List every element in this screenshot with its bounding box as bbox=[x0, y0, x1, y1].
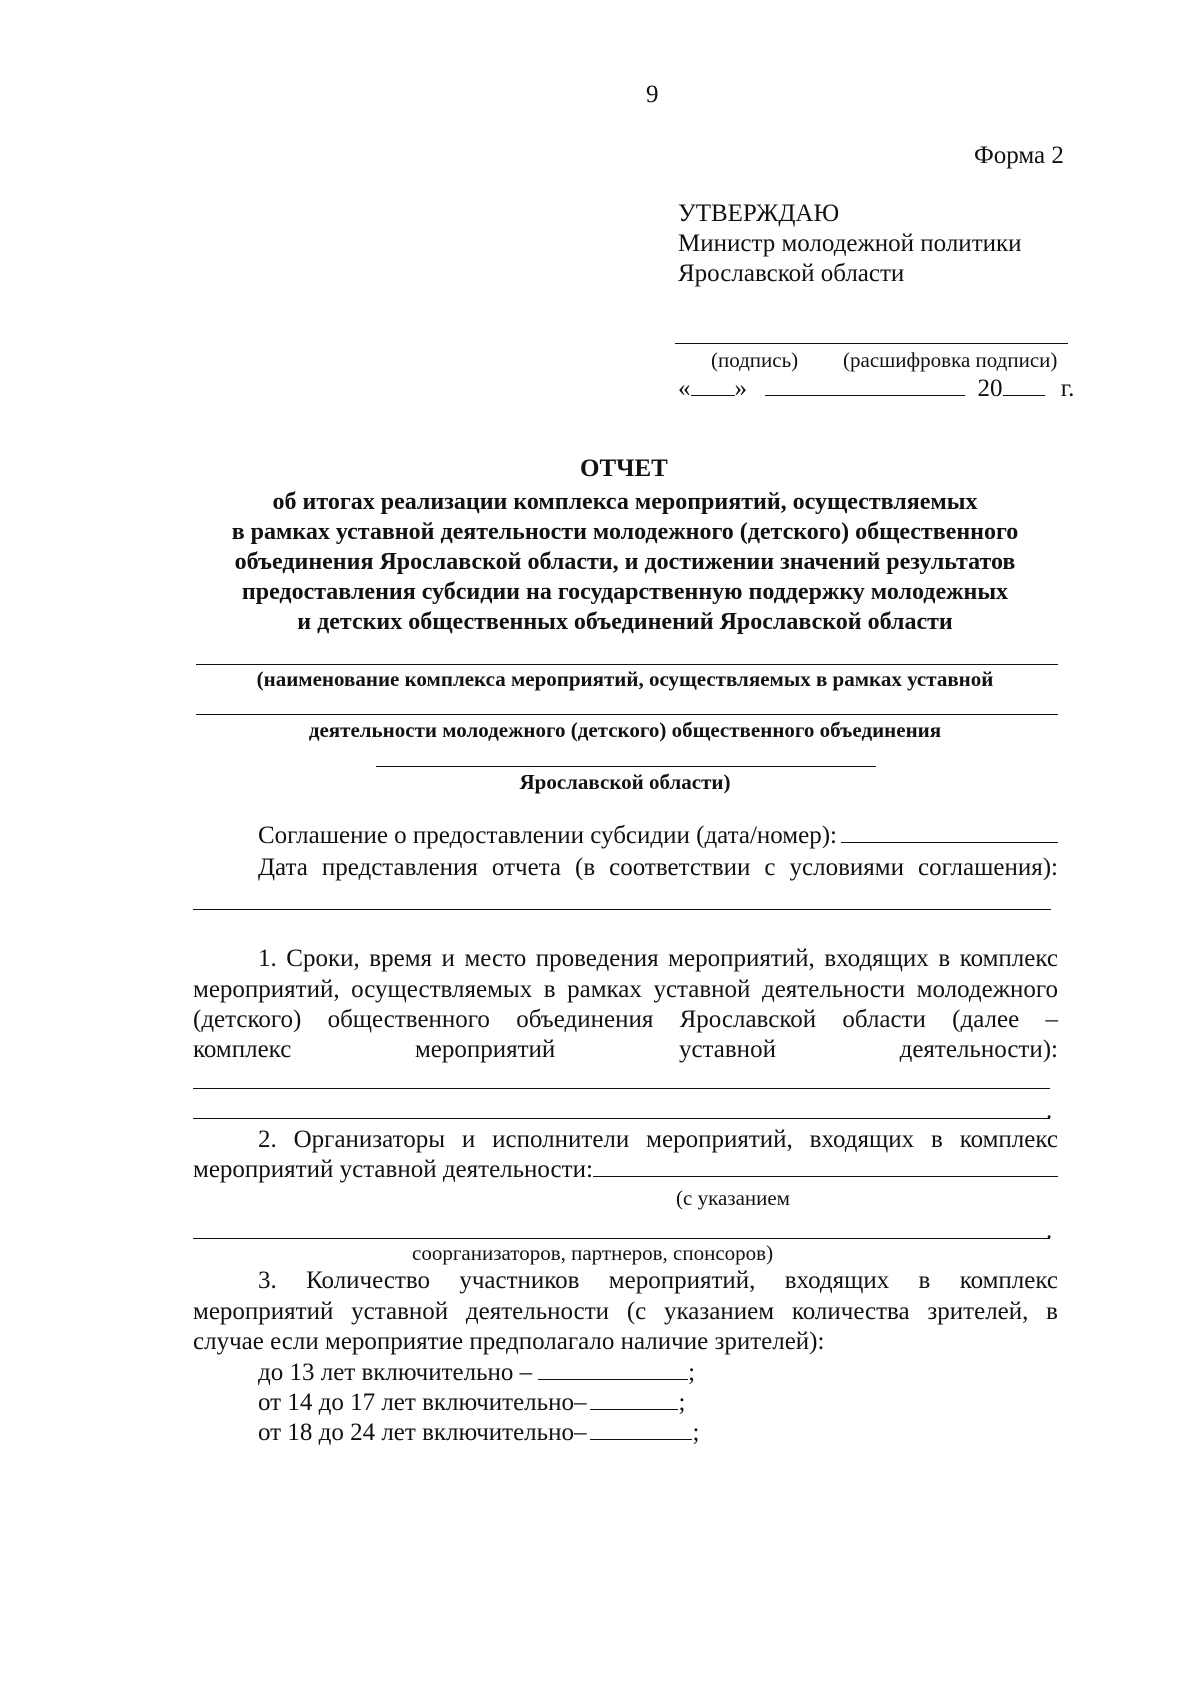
section2-line-2: мероприятий уставной деятельности: bbox=[193, 1156, 593, 1183]
section1-line-2: мероприятий, осуществляемых в рамках уставной деятельности молодежного bbox=[193, 976, 1058, 1003]
date-month-blank[interactable] bbox=[765, 373, 965, 396]
approval-line-1: Министр молодежной политики bbox=[678, 230, 1022, 257]
section1-blank-1[interactable] bbox=[193, 1088, 1050, 1089]
section1-blank-2[interactable] bbox=[193, 1118, 1050, 1119]
section1-line-4: комплекс мероприятий уставной деятельности): bbox=[193, 1036, 1058, 1063]
agreement-row bbox=[258, 821, 1058, 851]
section2-caption-2: соорганизаторов, партнеров, спонсоров) bbox=[412, 1241, 774, 1265]
subtitle-line-3: объединения Ярославской области, и достижении значений результатов bbox=[234, 549, 1016, 575]
section1-line-1: 1. Сроки, время и место проведения мероприятий, входящих в комплекс bbox=[258, 945, 1058, 972]
age-group-end-1: ; bbox=[688, 1359, 696, 1386]
section2-line-1: 2. Организаторы и исполнители мероприятий, входящих в комплекс bbox=[258, 1126, 1058, 1153]
section3-line-3: случае если мероприятие предполагало наличие зрителей): bbox=[193, 1328, 825, 1355]
section2-organizers-blank[interactable] bbox=[593, 1156, 1058, 1177]
section3-line-1: 3. Количество участников мероприятий, входящих в комплекс bbox=[258, 1267, 1058, 1294]
age-group-blank-3[interactable] bbox=[590, 1417, 692, 1440]
age-group-label-1: до 13 лет включительно – bbox=[258, 1359, 533, 1386]
signature-decoding-caption: (расшифровка подписи) bbox=[843, 348, 1058, 372]
age-group-label-2: от 14 до 17 лет включительно– bbox=[258, 1389, 587, 1416]
approval-title: УТВЕРЖДАЮ bbox=[678, 200, 840, 227]
section2-caption-1: (с указанием bbox=[676, 1186, 790, 1210]
age-group-row-3 bbox=[258, 1417, 699, 1448]
complex-name-line-2[interactable] bbox=[196, 714, 1058, 715]
complex-name-line-1[interactable] bbox=[196, 664, 1058, 665]
section2-end-mark: . bbox=[1046, 1217, 1053, 1244]
section1-end-mark: . bbox=[1046, 1097, 1053, 1124]
date-day-blank[interactable] bbox=[691, 373, 735, 396]
complex-caption-2: деятельности молодежного (детского) общественного объединения bbox=[308, 718, 942, 742]
subtitle-line-5: и детских общественных объединений Ярославской области bbox=[297, 609, 953, 635]
age-group-end-3: ; bbox=[692, 1419, 700, 1446]
section2-line-2-row bbox=[193, 1155, 1058, 1185]
report-date-label: Дата представления отчета (в соответствии с условиями соглашения): bbox=[258, 854, 1058, 881]
signature-line[interactable] bbox=[675, 343, 1068, 344]
age-group-blank-1[interactable] bbox=[538, 1357, 688, 1380]
date-year-suffix: г. bbox=[1060, 375, 1075, 402]
date-close-quote: » bbox=[734, 375, 747, 402]
age-group-row-1 bbox=[258, 1357, 695, 1388]
signature-caption: (подпись) bbox=[711, 348, 799, 372]
date-open-quote: « bbox=[678, 375, 691, 402]
subtitle-line-1: об итогах реализации комплекса мероприятий, осуществляемых bbox=[272, 489, 978, 515]
complex-name-line-3[interactable] bbox=[376, 766, 876, 767]
date-year-prefix: 20 bbox=[977, 375, 1003, 402]
report-title: ОТЧЕТ bbox=[580, 455, 668, 482]
section1-line-3: (детского) общественного объединения Ярославской области (далее – bbox=[193, 1006, 1058, 1033]
complex-caption-3: Ярославской области) bbox=[519, 770, 731, 794]
page-number: 9 bbox=[646, 81, 659, 108]
agreement-blank[interactable] bbox=[841, 822, 1058, 843]
section3-line-2: мероприятий уставной деятельности (с указанием количества зрителей, в bbox=[193, 1298, 1058, 1325]
age-group-end-2: ; bbox=[678, 1389, 686, 1416]
report-date-blank[interactable] bbox=[193, 909, 1051, 910]
approval-line-2: Ярославской области bbox=[678, 260, 905, 287]
age-group-row-2 bbox=[258, 1387, 685, 1418]
form-label: Форма 2 bbox=[974, 142, 1064, 169]
subtitle-line-2: в рамках уставной деятельности молодежного (детского) общественного bbox=[231, 519, 1019, 545]
complex-caption-1: (наименование комплекса мероприятий, осуществляемых в рамках уставной bbox=[256, 667, 994, 691]
date-year-blank[interactable] bbox=[1003, 373, 1045, 396]
section2-blank-2[interactable] bbox=[193, 1238, 1050, 1239]
age-group-blank-2[interactable] bbox=[590, 1387, 678, 1410]
approval-date-row bbox=[678, 373, 1074, 404]
age-group-label-3: от 18 до 24 лет включительно– bbox=[258, 1419, 587, 1446]
subtitle-line-4: предоставления субсидии на государственную поддержку молодежных bbox=[241, 579, 1009, 605]
agreement-label: Соглашение о предоставлении субсидии (дата/номер): bbox=[258, 822, 837, 849]
